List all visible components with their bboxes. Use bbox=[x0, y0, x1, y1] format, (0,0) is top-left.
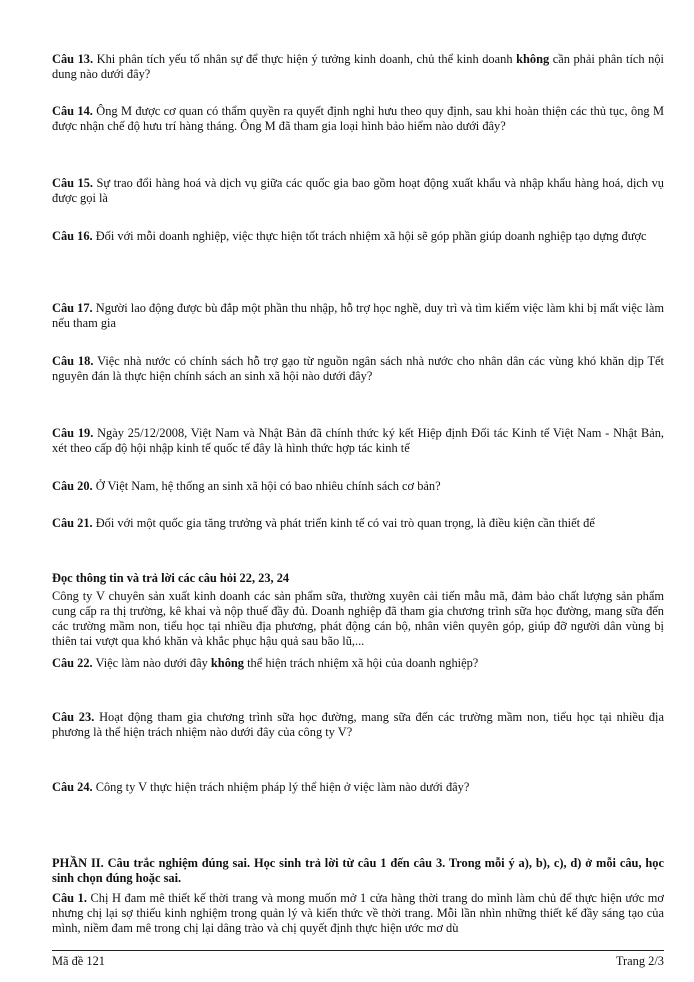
question-21: Câu 21. Đối với một quốc gia tăng trưởng và phát triển kinh tế có vai trò quan trọng, là điều kiện cần thiết để bbox=[52, 516, 595, 530]
question-19: Câu 19. Ngày 25/12/2008, Việt Nam và Nhật Bản đã chính thức ký kết Hiệp định Đối tác Kinh tế Việt Nam - Nhật Bản, xét theo cấp độ hội nhập kinh tế quốc tế đây là hình thức hợp tác kinh tế bbox=[52, 426, 664, 455]
question-16: Câu 16. Đối với mỗi doanh nghiệp, việc thực hiện tốt trách nhiệm xã hội sẽ góp phần giúp doanh nghiệp tạo dựng được bbox=[52, 229, 647, 243]
question-20: Câu 20. Ở Việt Nam, hệ thống an sinh xã hội có bao nhiêu chính sách cơ bản? bbox=[52, 479, 441, 493]
question-22: Câu 22. Việc làm nào dưới đây không thể hiện trách nhiệm xã hội của doanh nghiệp? bbox=[52, 656, 479, 670]
footer-divider bbox=[52, 950, 664, 951]
question-13: Câu 13. Khi phân tích yếu tố nhân sự để thực hiện ý tưởng kinh doanh, chủ thể kinh doanh không cần phải phân tích nội dung nào dưới đây? bbox=[52, 52, 665, 81]
part-two-heading: PHẦN II. Câu trắc nghiệm đúng sai. Học sinh trả lời từ câu 1 đến câu 3. Trong mỗi ý a), b), c), d) ở mỗi câu, học sinh chọn đúng hoặc sai. bbox=[52, 856, 664, 885]
question-18: Câu 18. Việc nhà nước có chính sách hỗ trợ gạo từ nguồn ngân sách nhà nước cho nhân dân các vùng khó khăn dịp Tết nguyên đán là thực hiện chính sách an sinh xã hội nào dưới đây? bbox=[52, 354, 664, 383]
question-14: Câu 14. Ông M được cơ quan có thẩm quyền ra quyết định nghỉ hưu theo quy định, sau khi hoàn thiện các thủ tục, ông M được nhận chế độ hưu trí hàng tháng. Ông M đã tham gia loại hình bảo hiểm nào dưới đây? bbox=[52, 104, 664, 133]
question-23: Câu 23. Hoạt động tham gia chương trình sữa học đường, mang sữa đến các trường mầm non, tiểu học tại nhiều địa phương là thể hiện trách nhiệm nào dưới đây của công ty V? bbox=[52, 710, 665, 739]
reading-heading: Đọc thông tin và trả lời các câu hỏi 22, 23, 24 bbox=[52, 571, 290, 585]
question-15: Câu 15. Sự trao đổi hàng hoá và dịch vụ giữa các quốc gia bao gồm hoạt động xuất khẩu và nhập khẩu hàng hoá, dịch vụ được gọi là bbox=[52, 176, 664, 205]
reading-passage: Công ty V chuyên sản xuất kinh doanh các sản phẩm sữa, thường xuyên cải tiến mẫu mã, đảm bảo chất lượng sản phẩm cung cấp ra thị trường, kê khai và nộp thuế đầy đủ. Doanh nghiệp đã tham gia chương trình sữa học đường, mang sữa đến các trường mầm non, tiểu học tại nhiều địa phương, phát động cán bộ, nhân viên quyên góp, giúp đỡ người dân vùng bị thiên tai vượt qua khó khăn và khắc phục hậu quả sau bão lũ,... bbox=[52, 589, 664, 648]
page-number: Trang 2/3 bbox=[615, 954, 664, 968]
exam-code: Mã đề 121 bbox=[52, 954, 105, 968]
part-two-question-1: Câu 1. Chị H đam mê thiết kế thời trang và mong muốn mở 1 cửa hàng thời trang do mình làm chủ để thực hiện ước mơ nhưng chị lại sợ thiếu kinh nghiệm trong quản lý và kiến thức về thời trang. Mỗi lần nhìn những thiết kế đầy sáng tạo của mình, niềm đam mê trong chị lại dâng trào và chị quyết định thực hiện ước mơ dù bbox=[52, 891, 664, 935]
question-24: Câu 24. Công ty V thực hiện trách nhiệm pháp lý thể hiện ở việc làm nào dưới đây? bbox=[52, 780, 470, 794]
question-17: Câu 17. Người lao động được bù đắp một phần thu nhập, hỗ trợ học nghề, duy trì và tìm kiếm việc làm khi bị mất việc làm nếu tham gia bbox=[52, 301, 665, 330]
